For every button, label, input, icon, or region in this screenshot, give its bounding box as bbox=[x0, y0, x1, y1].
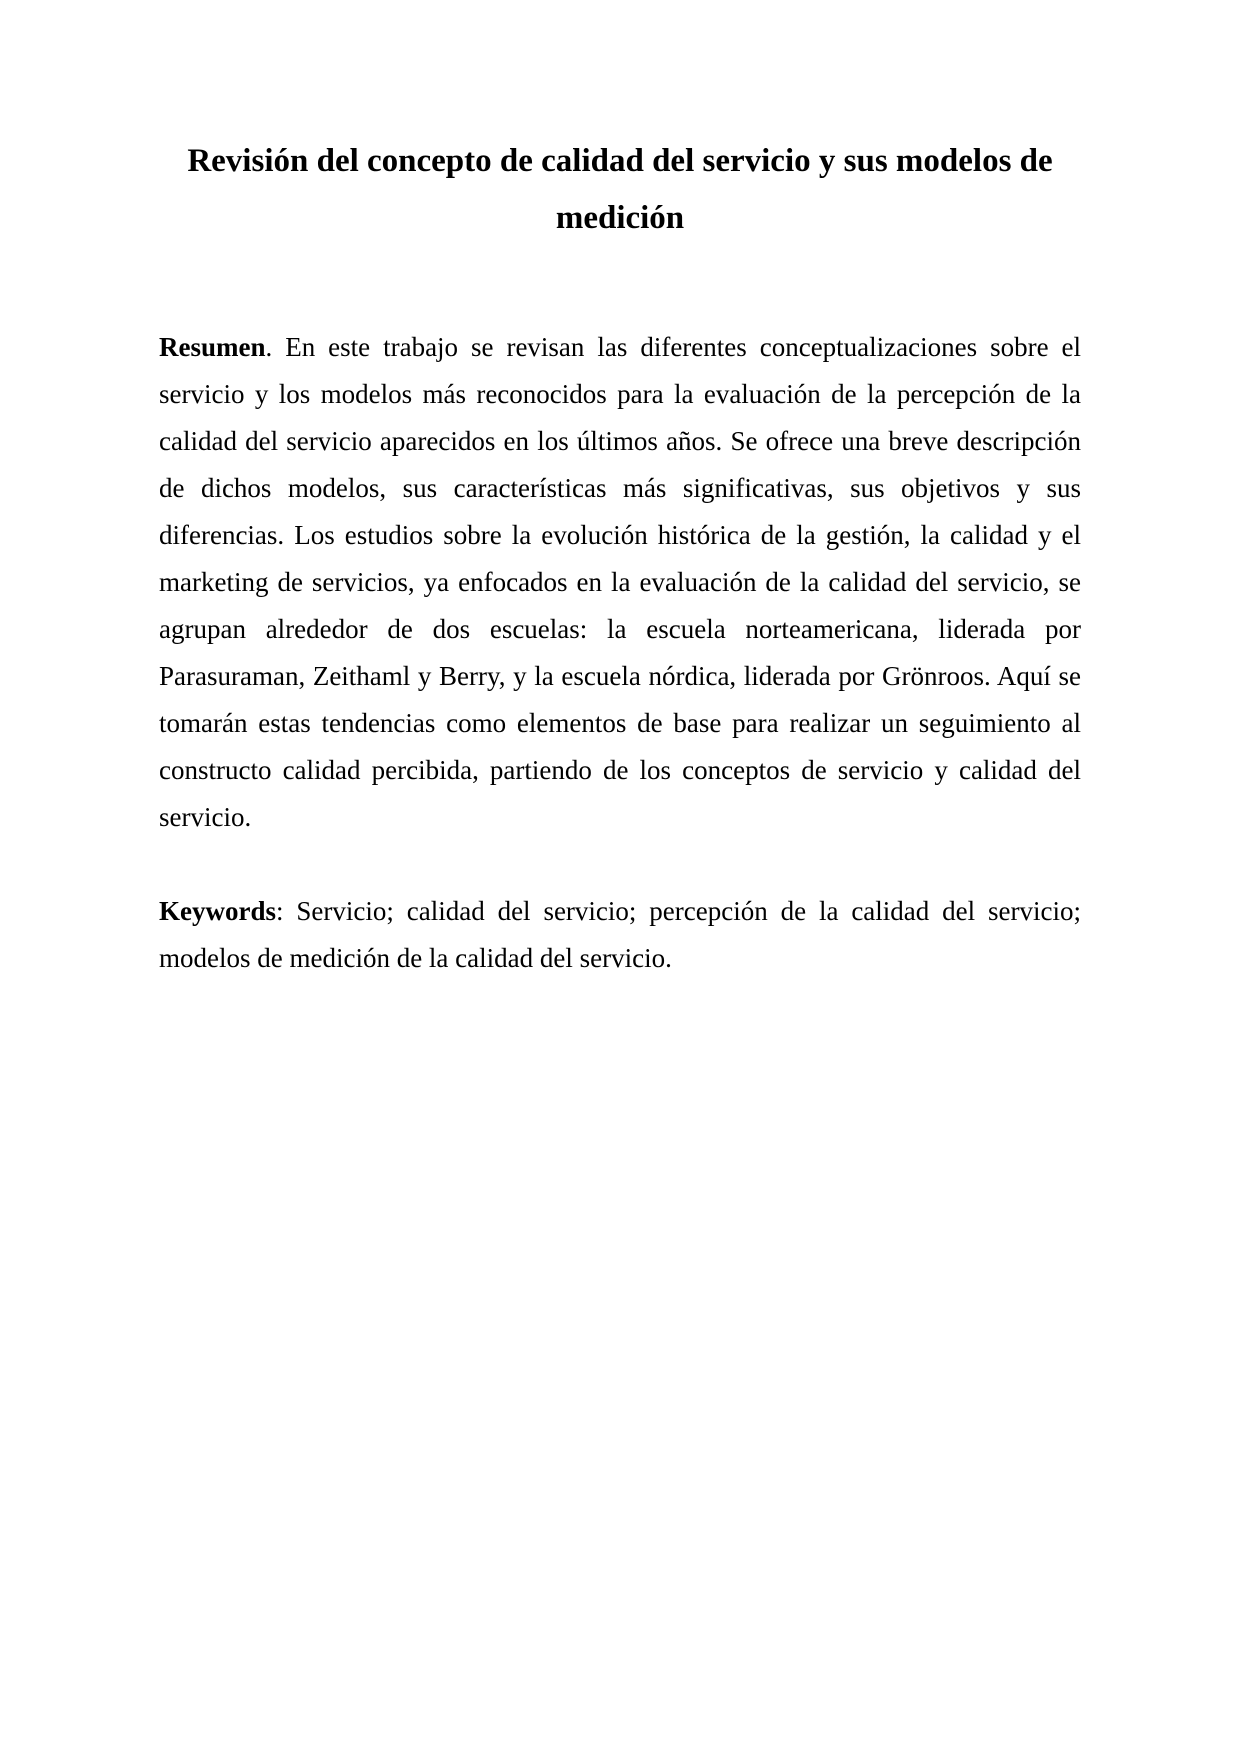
title-line-1: Revisión del concepto de calidad del servicio y sus modelos de bbox=[187, 143, 1053, 179]
document-title bbox=[159, 133, 1081, 247]
abstract-text: . En este trabajo se revisan las diferentes conceptualizaciones sobre el servicio y los modelos más reconocidos para la evaluación de la percepción de la calidad del servicio aparecidos en los últimos años. Se ofrece una breve descripción de dichos modelos, sus características más significativas, sus objetivos y sus diferencias. Los estudios sobre la evolución histórica de la gestión, la calidad y el marketing de servicios, ya enfocados en la evaluación de la calidad del servicio, se agrupan alrededor de dos escuelas: la escuela norteamericana, liderada por Parasuraman, Zeithaml y Berry, y la escuela nórdica, liderada por Grönroos. Aquí se tomarán estas tendencias como elementos de base para realizar un seguimiento al constructo calidad percibida, partiendo de los conceptos de servicio y calidad del servicio. bbox=[159, 332, 1081, 832]
title-line-2: medición bbox=[555, 200, 685, 236]
abstract-label: Resumen bbox=[159, 332, 266, 362]
keywords-text: : Servicio; calidad del servicio; percepción de la calidad del servicio; modelos de medición de la calidad del servicio. bbox=[159, 896, 1081, 973]
keywords-label: Keywords bbox=[159, 896, 276, 926]
abstract-paragraph bbox=[159, 324, 1081, 841]
keywords-paragraph bbox=[159, 888, 1081, 982]
